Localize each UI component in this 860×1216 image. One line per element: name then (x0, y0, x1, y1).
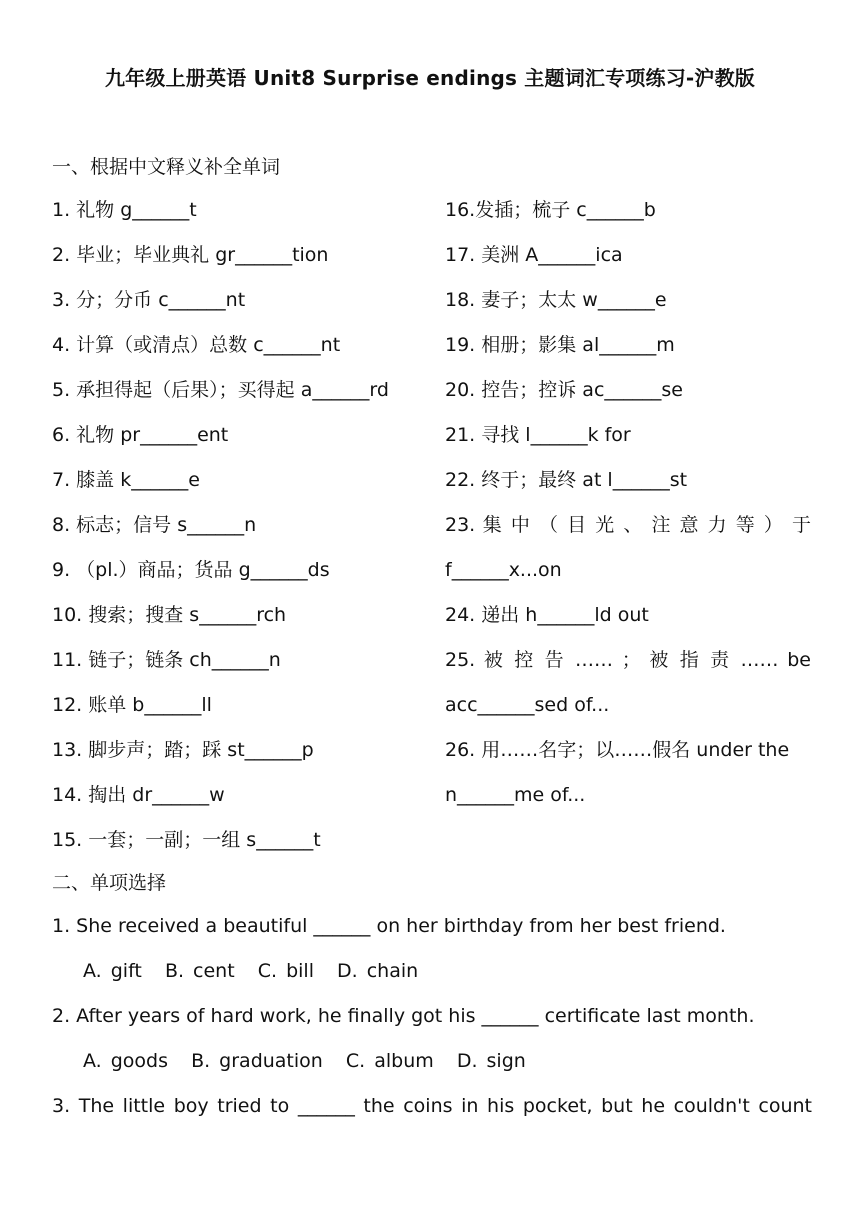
vocab-item: 11. 链子；链条 ch______n (52, 649, 281, 671)
option-c: C. album (345, 1050, 434, 1072)
vocab-item: 4. 计算（或清点）总数 c______nt (52, 334, 341, 356)
vocab-item-continuation: f______x...on (445, 559, 562, 581)
option-a: A. goods (83, 1050, 169, 1072)
vocab-item: 19. 相册；影集 al______m (445, 334, 675, 356)
multiple-choice-list (52, 904, 812, 1129)
question-options (52, 1039, 812, 1084)
option-b: B. cent (164, 960, 235, 982)
question-stem: 2. After years of hard work, he finally got his ______ certificate last month. (52, 1005, 755, 1027)
vocab-item: 8. 标志；信号 s______n (52, 514, 257, 536)
vocab-list-left (52, 188, 424, 863)
vocab-item: 13. 脚步声；踏；踩 st______p (52, 739, 314, 761)
vocab-item: 7. 膝盖 k______e (52, 469, 200, 491)
vocab-item: 12. 账单 b______ll (52, 694, 212, 716)
question-stem: 1. She received a beautiful ______ on her birthday from her best friend. (52, 915, 726, 937)
vocab-item: 10. 搜索；搜查 s______rch (52, 604, 287, 626)
vocab-item: 18. 妻子；太太 w______e (445, 289, 667, 311)
vocab-item: 16.发插；梳子 c______b (445, 199, 656, 221)
question-options (52, 949, 812, 994)
vocab-list-right (445, 188, 811, 818)
vocab-item-continuation: acc______sed of... (445, 694, 610, 716)
option-d: D. sign (456, 1050, 526, 1072)
vocab-item: 25. 被 控 告 …… ； 被 指 责 …… be (445, 649, 811, 671)
vocab-item: 5. 承担得起（后果）；买得起 a______rd (52, 379, 389, 401)
vocab-item: 21. 寻找 l______k for (445, 424, 631, 446)
section-2-heading: 二、单项选择 (52, 872, 167, 894)
vocab-item-continuation: n______me of... (445, 784, 586, 806)
vocab-item: 9. （pl.）商品；货品 g______ds (52, 559, 330, 581)
vocab-item: 26. 用……名字；以……假名 under the (445, 739, 790, 761)
section-1-heading: 一、根据中文释义补全单词 (52, 156, 281, 178)
vocab-item: 2. 毕业；毕业典礼 gr______tion (52, 244, 329, 266)
vocab-item: 17. 美洲 A______ica (445, 244, 623, 266)
option-d: D. chain (337, 960, 419, 982)
vocab-item: 6. 礼物 pr______ent (52, 424, 229, 446)
vocab-item: 3. 分；分币 c______nt (52, 289, 246, 311)
vocab-item: 22. 终于；最终 at l______st (445, 469, 688, 491)
vocab-item: 20. 控告；控诉 ac______se (445, 379, 683, 401)
option-b: B. graduation (191, 1050, 323, 1072)
question-stem: 3. The little boy tried to ______ the coins in his pocket, but he couldn't count (52, 1095, 812, 1117)
vocab-item: 24. 递出 h______ld out (445, 604, 649, 626)
option-c: C. bill (257, 960, 314, 982)
vocab-item: 14. 掏出 dr______w (52, 784, 225, 806)
vocab-item: 1. 礼物 g______t (52, 199, 197, 221)
vocab-item: 23. 集 中 （ 目 光 、 注 意 力 等 ） 于 (445, 514, 811, 536)
option-a: A. gift (83, 960, 142, 982)
vocab-item: 15. 一套；一副；一组 s______t (52, 829, 321, 851)
page-title: 九年级上册英语 Unit8 Surprise endings 主题词汇专项练习-沪教版 (104, 66, 755, 90)
